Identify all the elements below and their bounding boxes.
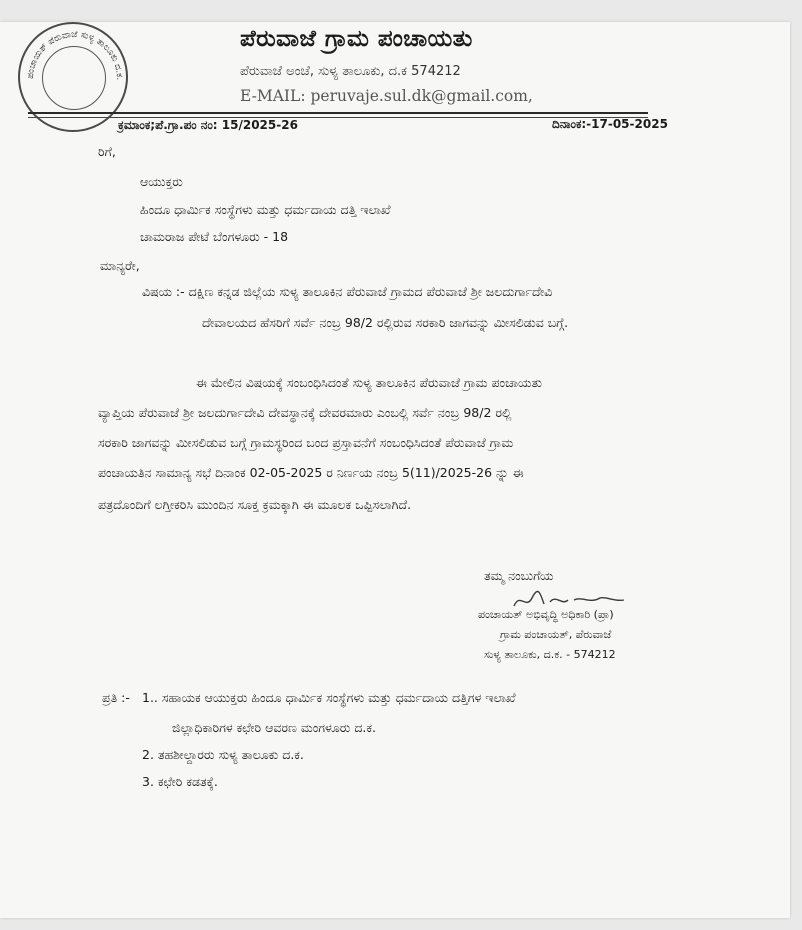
letter-page xyxy=(0,22,790,918)
office-seal xyxy=(18,22,128,132)
copy-item: 3. ಕಛೇರಿ ಕಡತಕ್ಕೆ. xyxy=(142,774,218,789)
office-address: ಪೆರುವಾಜೆ ಅಂಚೆ, ಸುಳ್ಯ ತಾಲೂಕು, ದ.ಕ 574212 xyxy=(240,64,461,79)
recipient-line: ಆಯುಕ್ತರು xyxy=(140,174,183,189)
copies-label: ಪ್ರತಿ :- xyxy=(102,690,130,705)
letter-date: ದಿನಾಂಕ:-17-05-2025 xyxy=(552,117,668,131)
body-line: ಈ ಮೇಲಿನ ವಿಷಯಕ್ಕೆ ಸಂಬಂಧಿಸಿದಂತೆ ಸುಳ್ಯ ತಾಲೂಕಿನ ಪೆರುವಾಜೆ ಗ್ರಾಮ ಪಂಚಾಯತು xyxy=(196,375,543,390)
body-line: ಸರಕಾರಿ ಜಾಗವನ್ನು ಮೀಸಲಿಡುವ ಬಗ್ಗೆ ಗ್ರಾಮಸ್ಥರಿಂದ ಬಂದ ಪ್ರಸ್ತಾವನೆಗೆ ಸಂಬಂಧಿಸಿದಂತೆ ಪೆರುವಾಜೆ ಗ್ರಾಮ xyxy=(98,435,514,450)
letterhead-rule-top xyxy=(28,112,648,114)
body-line: ವ್ಯಾಪ್ತಿಯ ಪೆರುವಾಜೆ ಶ್ರೀ ಜಲದುರ್ಗಾದೇವಿ ದೇವಸ್ಥಾನಕ್ಕೆ ದೇವರಮಾರು ಎಂಬಲ್ಲಿ ಸರ್ವೆ ನಂಬ್ರ 98/2 ರಲ್ಲಿ xyxy=(98,405,512,420)
svg-text:ಪಂಚಾಯತ್ ಪೆರುವಾಜೆ ಸುಳ್ಯ ತಾಲೂಕು xyxy=(26,30,124,80)
subject-line-2: ದೇವಾಲಯದ ಹೆಸರಿಗೆ ಸರ್ವೆ ನಂಬ್ರ 98/2 ರಲ್ಲಿರುವ ಸರಕಾರಿ ಜಾಗವನ್ನು ಮೀಸಲಿಡುವ ಬಗ್ಗೆ. xyxy=(202,315,569,330)
body-line: ಪತ್ರದೊಂದಿಗೆ ಲಗ್ತೀಕರಿಸಿ ಮುಂದಿನ ಸೂಕ್ತ ಕ್ರಮಕ್ಕಾಗಿ ಈ ಮೂಲಕ ಒಪ್ಪಿಸಲಾಗಿದೆ. xyxy=(98,497,412,512)
signature-office: ಗ್ರಾಮ ಪಂಚಾಯತ್, ಪೆರುವಾಜೆ xyxy=(500,628,612,641)
closing: ತಮ್ಮ ನಂಬುಗೆಯ xyxy=(484,568,554,583)
copy-item: ಜಿಲ್ಲಾಧಿಕಾರಿಗಳ ಕಛೇರಿ ಆವರಣ ಮಂಗಳೂರು ದ.ಕ. xyxy=(172,720,376,735)
recipient-line: ಚಾಮರಾಜ ಪೇಟೆ ಬೆಂಗಳೂರು - 18 xyxy=(140,229,289,244)
copy-item: 2. ತಹಶೀಲ್ದಾರರು ಸುಳ್ಯ ತಾಲೂಕು ದ.ಕ. xyxy=(142,747,304,762)
subject-line-1: ವಿಷಯ :- ದಕ್ಷಿಣ ಕನ್ನಡ ಜಿಲ್ಲೆಯ ಸುಳ್ಯ ತಾಲೂಕಿನ ಪೆರುವಾಜೆ ಗ್ರಾಮದ ಪೆರುವಾಜೆ ಶ್ರೀ ಜಲದುರ್ಗಾದೇವಿ xyxy=(142,284,553,299)
to-label: ರಿಗೆ, xyxy=(98,144,116,159)
signature-address: ಸುಳ್ಯ ತಾಲೂಕು, ದ.ಕ. - 574212 xyxy=(484,648,616,661)
reference-number: ಕ್ರಮಾಂಕ;ಪೆ.ಗ್ರಾ.ಪಂ ನಂ: 15/2025-26 xyxy=(118,118,298,132)
signature-designation: ಪಂಚಾಯತ್ ಅಭಿವೃದ್ಧಿ ಅಧಿಕಾರಿ (ಪ್ರಾ) xyxy=(478,608,614,621)
office-name: ಪೆರುವಾಜೆ ಗ್ರಾಮ ಪಂಚಾಯತು xyxy=(240,26,473,52)
body-line: ಪಂಚಾಯತಿನ ಸಾಮಾನ್ಯ ಸಭೆ ದಿನಾಂಕ 02-05-2025 ರ ನಿರ್ಣಯ ನಂಬ್ರ 5(11)/2025-26 ನ್ನು ಈ xyxy=(98,465,524,480)
salutation: ಮಾನ್ಯರೇ, xyxy=(100,258,140,273)
recipient-line: ಹಿಂದೂ ಧಾರ್ಮಿಕ ಸಂಸ್ಥೆಗಳು ಮತ್ತು ಧರ್ಮದಾಯ ದತ್ತಿ ಇಲಾಖೆ xyxy=(140,202,391,217)
copy-item: 1.. ಸಹಾಯಕ ಆಯುಕ್ತರು ಹಿಂದೂ ಧಾರ್ಮಿಕ ಸಂಸ್ಥೆಗಳು ಮತ್ತು ಧರ್ಮದಾಯ ದತ್ತಿಗಳ ಇಲಾಖೆ xyxy=(142,690,516,705)
seal-text: ಪಂಚಾಯತ್ ಪೆರುವಾಜೆ ಸುಳ್ಯ ತಾಲೂಕು ದ.ಕ. xyxy=(25,29,125,81)
office-email: E-MAIL: peruvaje.sul.dk@gmail.com, xyxy=(240,87,533,105)
